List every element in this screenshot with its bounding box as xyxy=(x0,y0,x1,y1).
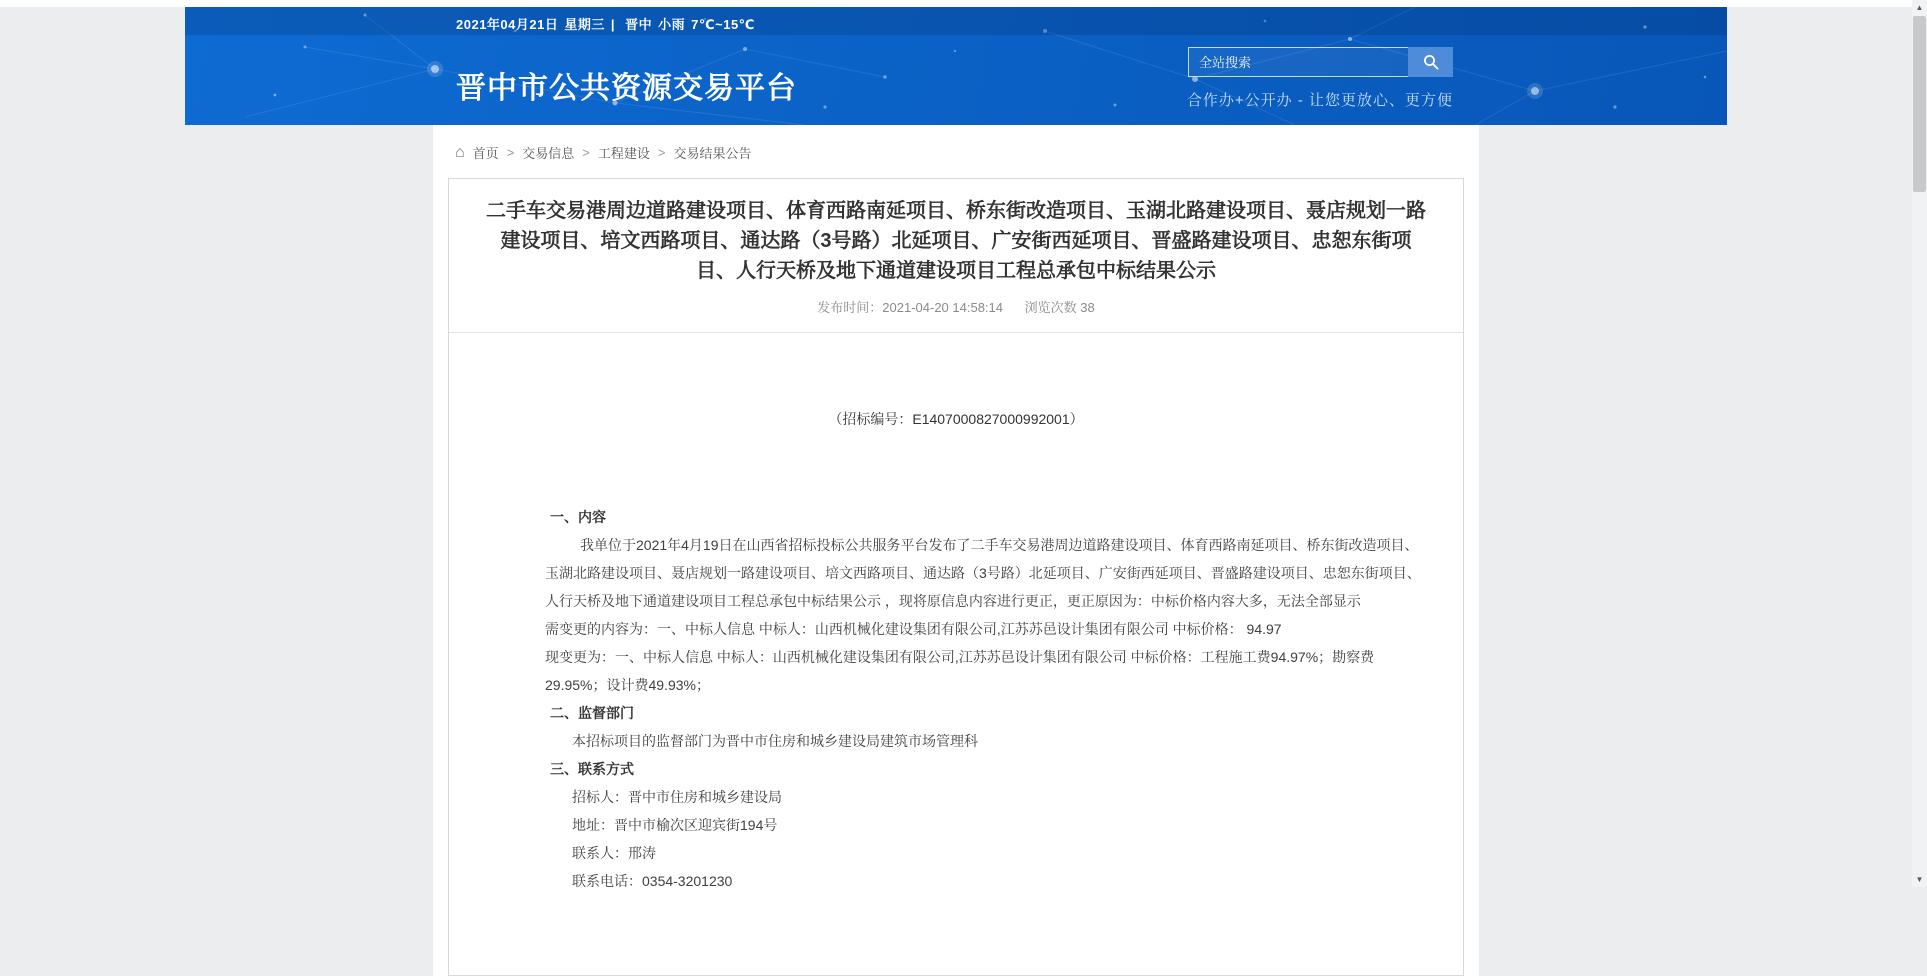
city-name: 晋中 xyxy=(625,17,653,32)
page-column xyxy=(185,7,1727,976)
article-body-line: 玉湖北路建设项目、聂店规划一路建设项目、培文西路项目、通达路（3号路）北延项目、广安街西延项目、晋盛路建设项目、忠恕东街项目、 xyxy=(545,565,1421,581)
breadcrumb-items xyxy=(473,143,752,162)
article-body xyxy=(449,503,1463,895)
search-input[interactable] xyxy=(1188,47,1408,77)
current-weekday: 星期三 xyxy=(564,17,605,32)
article-panel xyxy=(448,178,1464,976)
publish-time-value: 2021-04-20 14:58:14 xyxy=(882,300,1003,315)
article-body-line: 招标人：晋中市住房和城乡建设局 xyxy=(572,789,782,805)
home-icon[interactable]: ⌂ xyxy=(455,144,465,161)
breadcrumb-item[interactable]: 交易结果公告 xyxy=(673,146,752,161)
scrollbar-down-arrow-icon[interactable]: ▼ xyxy=(1912,872,1927,887)
site-banner xyxy=(185,7,1727,125)
top-white-strip xyxy=(0,0,1927,7)
site-search xyxy=(1188,47,1453,77)
article-body-line: 我单位于2021年4月19日在山西省招标投标公共服务平台发布了二手车交易港周边道路建设项目、体育西路南延项目、桥东街改造项目、 xyxy=(580,537,1419,553)
article-body-line: 需变更的内容为：一、中标人信息 中标人：山西机械化建设集团有限公司,江苏苏邑设计集团有限公司 中标价格： 94.97 xyxy=(545,621,1282,637)
vertical-scrollbar[interactable] xyxy=(1912,0,1927,887)
breadcrumb-separator: > xyxy=(582,145,590,160)
scrollbar-up-arrow-icon[interactable]: ▲ xyxy=(1912,0,1927,15)
breadcrumb xyxy=(433,125,1479,178)
site-title: 晋中市公共资源交易平台 xyxy=(456,72,797,105)
article-body-line: 29.95%；设计费49.93%； xyxy=(545,677,710,693)
article-section-heading: 二、监督部门 xyxy=(550,705,634,721)
article-body-line: 联系电话：0354-3201230 xyxy=(572,873,733,889)
breadcrumb-item[interactable]: 交易信息 xyxy=(522,146,575,161)
article-section-heading: 三、联系方式 xyxy=(550,761,634,777)
views-label: 浏览次数 xyxy=(1024,300,1077,315)
scrollbar-thumb[interactable] xyxy=(1913,16,1926,192)
current-date: 2021年04月21日 xyxy=(456,17,559,32)
breadcrumb-item[interactable]: 首页 xyxy=(472,146,499,161)
topbar-separator: | xyxy=(610,17,615,32)
banner-slogan: 合作办+公开办 - 让您更放心、更方便 xyxy=(1186,92,1453,109)
article-title: 二手车交易港周边道路建设项目、体育西路南延项目、桥东街改造项目、玉湖北路建设项目、聂店规划一路建设项目、培文西路项目、通达路（3号路）北延项目、广安街西延项目、晋盛路建设项目、忠恕东街项目、人行天桥及地下通道建设项目工程总承包中标结果公示 xyxy=(486,200,1426,282)
article-body-line: 联系人：邢涛 xyxy=(572,845,656,861)
weather-text: 小雨 xyxy=(658,17,686,32)
article-meta xyxy=(449,297,1463,333)
article-body-line: 本招标项目的监督部门为晋中市住房和城乡建设局建筑市场管理科 xyxy=(572,733,978,749)
search-button[interactable] xyxy=(1408,47,1453,77)
content-wrapper xyxy=(433,125,1479,976)
breadcrumb-separator: > xyxy=(506,145,515,160)
views-count: 38 xyxy=(1080,300,1095,315)
article-body-line: 现变更为：一、中标人信息 中标人：山西机械化建设集团有限公司,江苏苏邑设计集团有限公司 中标价格：工程施工费94.97%；勘察费 xyxy=(545,649,1375,665)
tender-number: （招标编号：E1407000827000992001） xyxy=(828,411,1084,427)
publish-time-label: 发布时间： xyxy=(817,300,883,315)
temperature-text: 7℃~15℃ xyxy=(691,17,755,32)
article-section-heading: 一、内容 xyxy=(550,509,606,525)
article-body-line: 地址：晋中市榆次区迎宾街194号 xyxy=(572,817,778,833)
breadcrumb-separator: > xyxy=(657,145,666,160)
date-weather-bar xyxy=(456,14,761,33)
magnifier-icon xyxy=(1423,54,1439,70)
breadcrumb-item[interactable]: 工程建设 xyxy=(597,146,650,161)
article-body-line: 人行天桥及地下通道建设项目工程总承包中标结果公示 ，现将原信息内容进行更正，更正原因为：中标价格内容大多，无法全部显示 xyxy=(545,593,1361,609)
